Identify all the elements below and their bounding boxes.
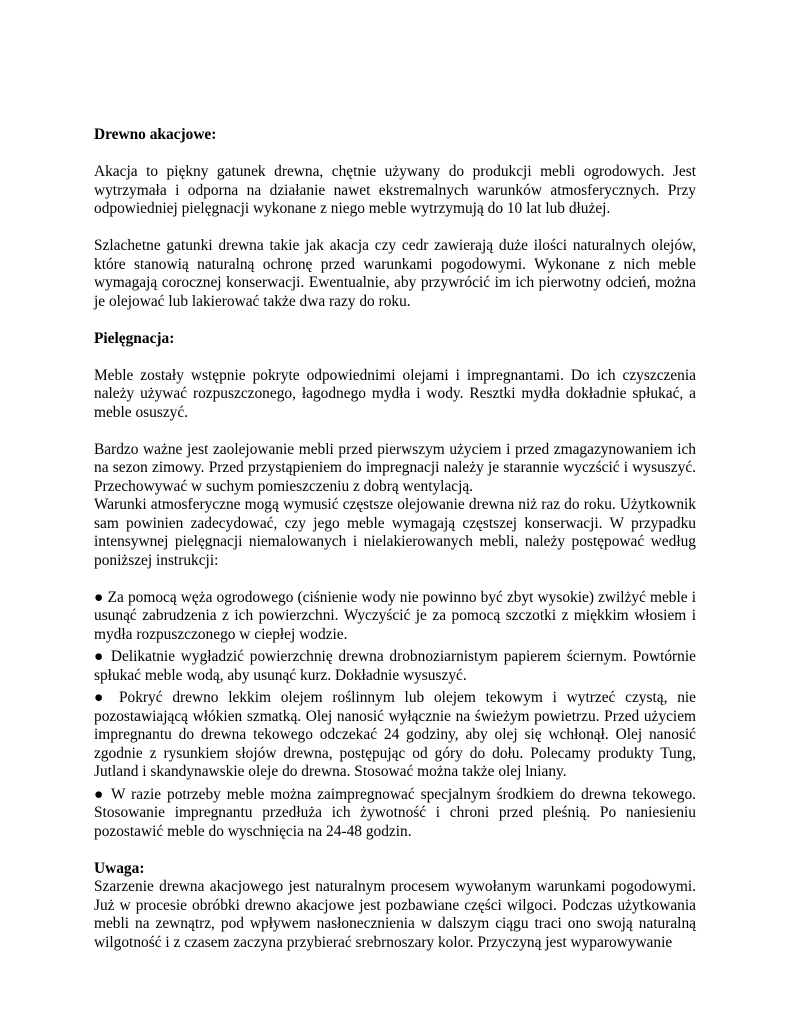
list-item: ● Delikatnie wygładzić powierzchnię drewna drobnoziarnistym papierem ściernym. Powtórnie spłukać meble wodą, aby usunąć kurz. Dokładnie wysuszyć.: [94, 648, 696, 684]
acacia-paragraph-2: Szlachetne gatunki drewna takie jak akacja czy cedr zawierają duże ilości naturalnych olejów, które stanowią naturalną ochronę przed warunkami pogodowymi. Wykonane z nich meble wymagają corocznej konserwacji. Ewentualnie, aby przywrócić im ich pierwotny odcień, można je olejować lub lakierować także dwa razy do roku.: [94, 237, 696, 310]
list-item: ● W razie potrzeby meble można zaimpregnować specjalnym środkiem do drewna tekowego. Stosowanie impregnantu przedłuża ich żywotność i chroni przed pleśnią. Po naniesieniu pozostawić meble do wyschnięcia na 24-48 godzin.: [94, 785, 696, 840]
list-item: ● Pokryć drewno lekkim olejem roślinnym lub olejem tekowym i wytrzeć czystą, nie pozostawiającą włókien szmatką. Olej nanosić wyłącznie na świeżym powietrzu. Przed użyciem impregnantu do drewna tekowego odczekać 24 godziny, aby olej się wchłonął. Olej nanosić zgodnie z rysunkiem słojów drewna, postępując od góry do dołu. Polecamy produkty Tung, Jutland i skandynawskie oleje do drewna. Stosować można także olej lniany.: [94, 689, 696, 780]
care-paragraph-2: Bardzo ważne jest zaolejowanie mebli przed pierwszym użyciem i przed zmagazynowaniem ich na sezon zimowy. Przed przystąpieniem do impregnacji należy je starannie wyczścić i wysuszyć. Przechowywać w suchym pomieszczeniu z dobrą wentylacją.: [94, 440, 696, 495]
care-paragraph-3: Warunki atmosferyczne mogą wymusić częstsze olejowanie drewna niż raz do roku. Użytkownik sam powinien zadecydować, czy jego meble wymagają częstszej konserwacji. W przypadku intensywnej pielęgnacji niemalowanych i nielakierowanych mebli, należy postępować według poniższej instrukcji:: [94, 496, 696, 569]
note-heading: Uwaga:: [94, 859, 145, 877]
note-paragraph: Szarzenie drewna akacjowego jest naturalnym procesem wywołanym warunkami pogodowymi. Już w procesie obróbki drewno akacjowe jest pozbawiane części wilgoci. Podczas użytkowania mebli na zewnątrz, pod wpływem nasłonecznienia w dalszym ciągu traci ono swoją naturalną wilgotność i z czasem zaczyna przybierać srebrnoszary kolor. Przyczyną jest wyparowywanie: [94, 878, 696, 951]
instruction-list: [94, 589, 696, 842]
care-heading: Pielęgnacja:: [94, 329, 175, 347]
acacia-paragraph-1: Akacja to piękny gatunek drewna, chętnie używany do produkcji mebli ogrodowych. Jest wytrzymała i odporna na działanie nawet ekstremalnych warunków atmosferycznych. Przy odpowiedniej pielęgnacji wykonane z niego meble wytrzymują do 10 lat lub dłużej.: [94, 163, 696, 217]
acacia-heading: Drewno akacjowe:: [94, 126, 217, 143]
list-item: ● Za pomocą węża ogrodowego (ciśnienie wody nie powinno być zbyt wysokie) zwilżyć meble i usunąć zabrudzenia z ich powierzchni. Wyczyścić je za pomocą szczotki z miękkim włosiem i mydła rozpuszczonego w ciepłej wodzie.: [94, 588, 696, 643]
care-paragraph-1: Meble zostały wstępnie pokryte odpowiednimi olejami i impregnantami. Do ich czyszczenia należy używać rozpuszczonego, łagodnego mydła i wody. Resztki mydła dokładnie spłukać, a meble osuszyć.: [94, 366, 696, 421]
